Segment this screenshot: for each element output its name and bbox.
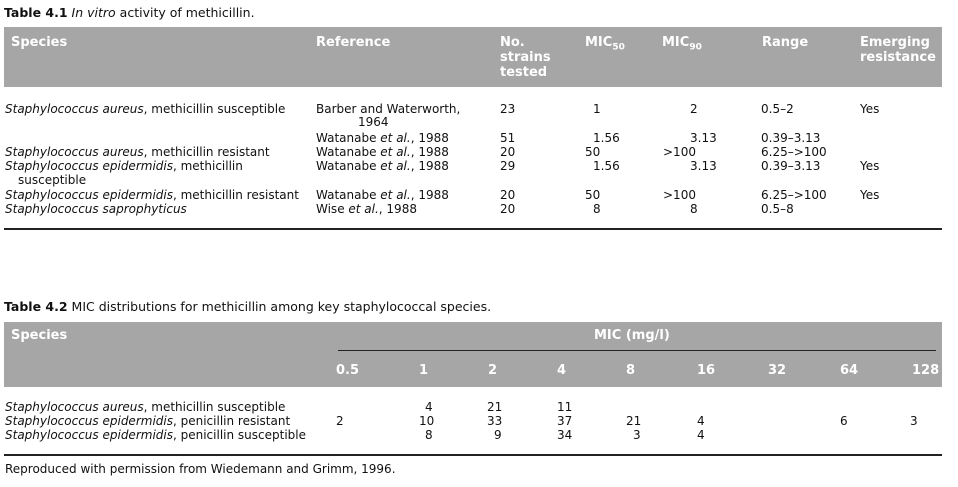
t1-row5-n: 20 (500, 202, 516, 216)
t2-header-subrule (338, 350, 936, 351)
t2-header-mic-group: MIC (mg/l) (594, 328, 670, 343)
table2-caption (4, 299, 491, 314)
t1-row0-ref: Barber and Waterworth, (316, 102, 461, 116)
t1-row1-range: 0.39–3.13 (761, 131, 821, 145)
t2-row2-species: Staphylococcus epidermidis, penicillin susceptible (5, 428, 306, 442)
t2-col-2: 2 (488, 363, 498, 378)
table1-caption-text: activity of methicillin. (115, 5, 255, 20)
t1-row0-n: 23 (500, 102, 516, 116)
table2-caption-text: MIC distributions for methicillin among key staphylococcal species. (67, 299, 492, 314)
t1-row4-species: Staphylococcus epidermidis, methicillin resistant (5, 188, 299, 202)
t1-row0-ref-cont: 1964 (358, 115, 389, 129)
t2-row1-v8: 21 (626, 414, 642, 428)
table2-header (4, 322, 942, 387)
t1-row4-mic90: >100 (663, 188, 696, 202)
t1-row0-mic90: 2 (690, 102, 698, 116)
t2-row1-v16: 4 (697, 414, 705, 428)
t1-row2-mic50: 50 (585, 145, 601, 159)
table2-bottom-rule (4, 454, 942, 456)
t2-row1-v128: 3 (910, 414, 918, 428)
t1-row4-mic50: 50 (585, 188, 601, 202)
t2-row0-v1: 4 (425, 400, 433, 414)
table2-footnote: Reproduced with permission from Wiedemann and Grimm, 1996. (5, 462, 396, 476)
t1-header-species: Species (11, 35, 68, 50)
t1-row2-range: 6.25–>100 (761, 145, 827, 159)
t1-header-emerging: Emerging resistance (860, 35, 936, 65)
t2-col-0.5: 0.5 (336, 363, 360, 378)
t1-row3-ref: Watanabe et al., 1988 (316, 159, 449, 173)
t1-row0-range: 0.5–2 (761, 102, 794, 116)
t2-row1-v1: 10 (419, 414, 435, 428)
t1-header-range: Range (762, 35, 809, 50)
t1-header-mic90: $MIC_{90}$ (662, 35, 702, 53)
table1-caption-label: Table 4.1 (4, 5, 68, 20)
t1-row1-n: 51 (500, 131, 516, 145)
t1-row3-species-cont: susceptible (18, 173, 87, 187)
t2-row1-v64: 6 (840, 414, 848, 428)
t2-col-4: 4 (557, 363, 567, 378)
t1-row0-mic50: 1 (593, 102, 601, 116)
t1-row5-mic50: 8 (593, 202, 601, 216)
t1-row5-mic90: 8 (690, 202, 698, 216)
t2-row0-v4: 11 (557, 400, 573, 414)
t1-row3-n: 29 (500, 159, 516, 173)
t1-row4-range: 6.25–>100 (761, 188, 827, 202)
t2-col-16: 16 (697, 363, 716, 378)
t1-header-reference: Reference (316, 35, 391, 50)
t1-row3-species: Staphylococcus epidermidis, methicillin (5, 159, 243, 173)
t1-header-mic50: $MIC_{50}$ (585, 35, 625, 53)
t1-row2-mic90: >100 (663, 145, 696, 159)
t2-row2-v8: 3 (633, 428, 641, 442)
t2-row0-v2: 21 (487, 400, 503, 414)
t1-row3-mic90: 3.13 (690, 159, 717, 173)
t2-row2-v2: 9 (494, 428, 502, 442)
t2-col-64: 64 (840, 363, 859, 378)
t1-row1-ref: Watanabe et al., 1988 (316, 131, 449, 145)
t2-col-8: 8 (626, 363, 636, 378)
t1-row2-n: 20 (500, 145, 516, 159)
t1-row3-emerging: Yes (860, 159, 880, 173)
t1-row4-ref: Watanabe et al., 1988 (316, 188, 449, 202)
t2-row1-v2: 33 (487, 414, 503, 428)
t2-header-species: Species (11, 328, 68, 343)
t2-col-32: 32 (768, 363, 787, 378)
t1-row3-mic50: 1.56 (593, 159, 620, 173)
t1-row4-n: 20 (500, 188, 516, 202)
t2-row0-species: Staphylococcus aureus, methicillin susceptible (5, 400, 286, 414)
t1-row1-mic90: 3.13 (690, 131, 717, 145)
t2-col-1: 1 (419, 363, 429, 378)
t1-row3-range: 0.39–3.13 (761, 159, 821, 173)
t1-header-strains: No. strains tested (500, 35, 551, 80)
t2-row1-v4: 37 (557, 414, 573, 428)
t2-row1-v0.5: 2 (336, 414, 344, 428)
t1-row5-ref: Wise et al., 1988 (316, 202, 417, 216)
t1-row1-mic50: 1.56 (593, 131, 620, 145)
t2-row2-v4: 34 (557, 428, 573, 442)
table1-caption-italic: In vitro (71, 5, 116, 20)
t1-row2-species: Staphylococcus aureus, methicillin resistant (5, 145, 270, 159)
t1-row0-emerging: Yes (860, 102, 880, 116)
table2-caption-label: Table 4.2 (4, 299, 68, 314)
t1-row5-species: Staphylococcus saprophyticus (5, 202, 187, 216)
t2-row1-species: Staphylococcus epidermidis, penicillin resistant (5, 414, 291, 428)
table1-bottom-rule (4, 228, 942, 230)
t1-row5-range: 0.5–8 (761, 202, 794, 216)
t2-col-128: 128 (912, 363, 940, 378)
t1-row0-species: Staphylococcus aureus, methicillin susceptible (5, 102, 286, 116)
t2-row2-v16: 4 (697, 428, 705, 442)
t1-row2-ref: Watanabe et al., 1988 (316, 145, 449, 159)
table1-caption (4, 5, 255, 20)
t1-row4-emerging: Yes (860, 188, 880, 202)
t2-row2-v1: 8 (425, 428, 433, 442)
